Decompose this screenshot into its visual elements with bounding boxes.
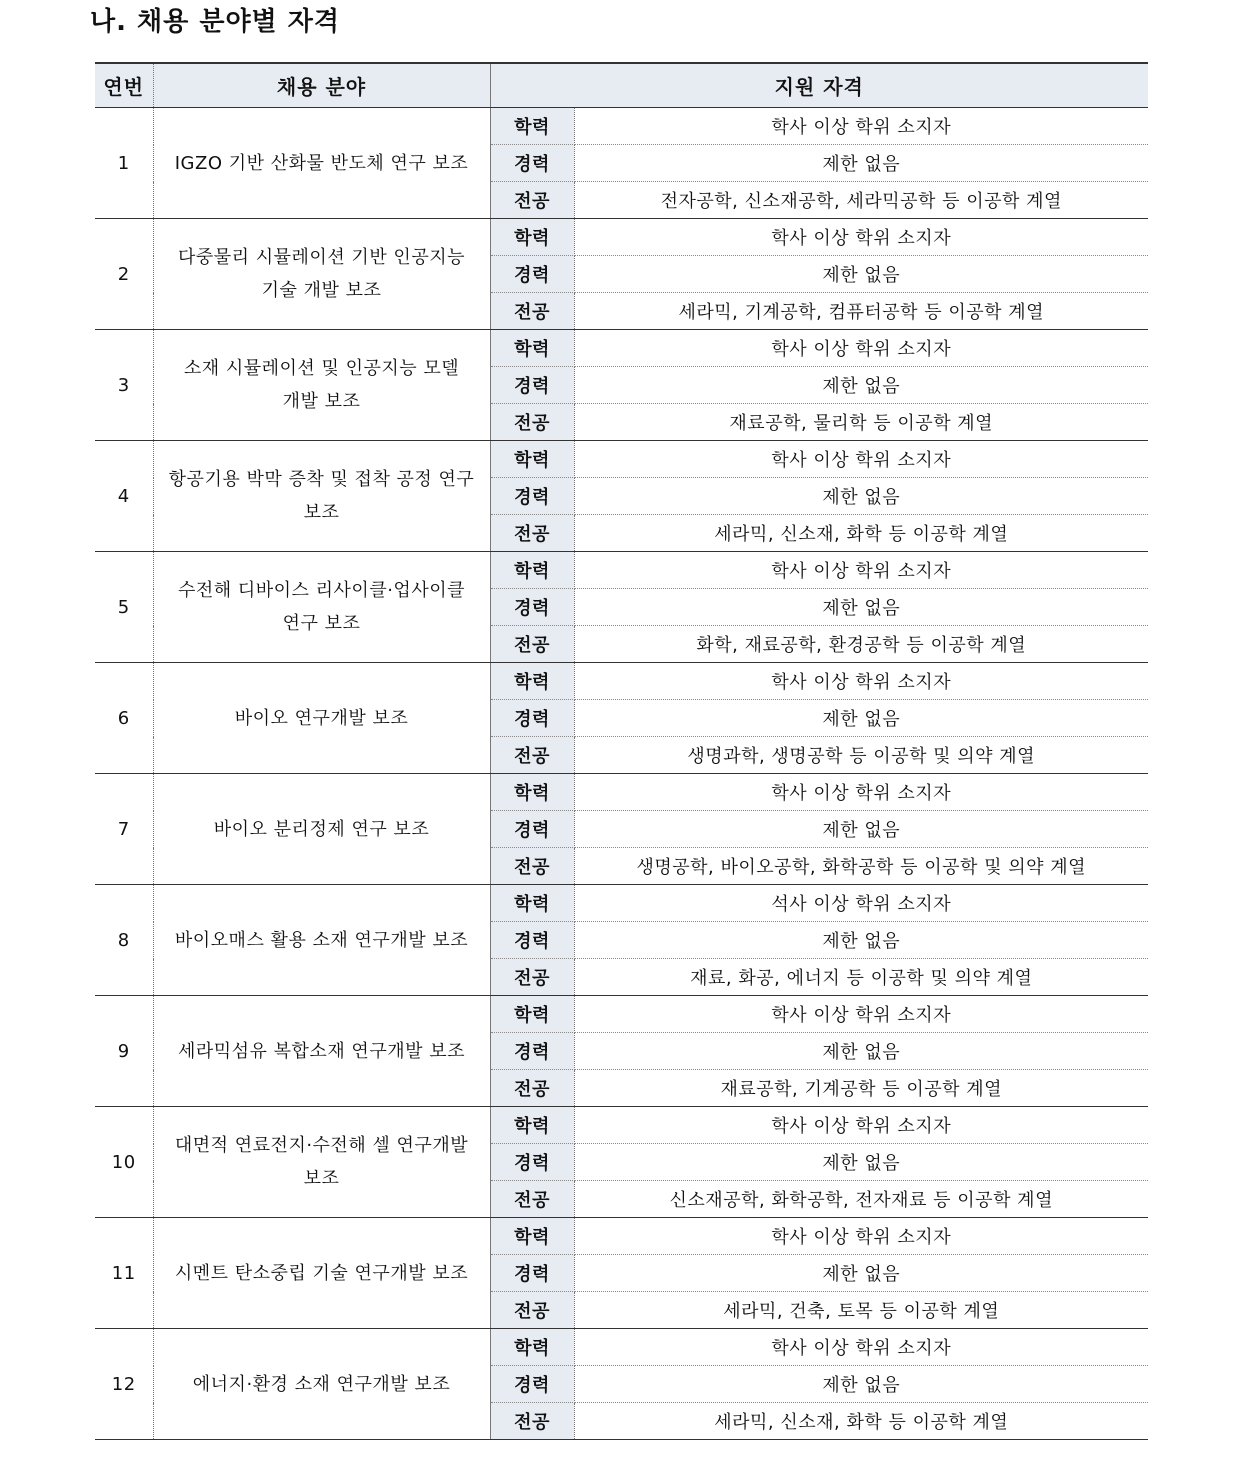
qualification-label: 경력 [490,922,574,959]
qualification-label: 학력 [490,1329,574,1366]
qualification-value: 화학, 재료공학, 환경공학 등 이공학 계열 [574,626,1148,663]
qualification-value: 제한 없음 [574,700,1148,737]
qualification-label: 전공 [490,1292,574,1329]
qualification-label: 전공 [490,515,574,552]
table-row [95,1329,1148,1366]
qualification-value: 학사 이상 학위 소지자 [574,219,1148,256]
qualification-label: 전공 [490,404,574,441]
recruitment-field: 바이오 연구개발 보조 [153,663,490,774]
header-qualification: 지원 자격 [490,63,1148,108]
qualification-label: 전공 [490,1181,574,1218]
recruitment-field: 세라믹섬유 복합소재 연구개발 보조 [153,996,490,1107]
qualification-value: 세라믹, 기계공학, 컴퓨터공학 등 이공학 계열 [574,293,1148,330]
row-number: 3 [95,330,153,441]
table-row [95,774,1148,811]
qualification-label: 학력 [490,330,574,367]
table-row [95,885,1148,922]
recruitment-field: 다중물리 시뮬레이션 기반 인공지능 기술 개발 보조 [153,219,490,330]
row-number: 2 [95,219,153,330]
qualification-label: 학력 [490,1218,574,1255]
table-row [95,108,1148,145]
qualification-label: 경력 [490,1033,574,1070]
recruitment-field: IGZO 기반 산화물 반도체 연구 보조 [153,108,490,219]
recruitment-field: 시멘트 탄소중립 기술 연구개발 보조 [153,1218,490,1329]
qualification-label: 전공 [490,959,574,996]
qualification-label: 학력 [490,552,574,589]
header-field: 채용 분야 [153,63,490,108]
table-row [95,663,1148,700]
qualification-value: 학사 이상 학위 소지자 [574,108,1148,145]
qualification-label: 경력 [490,256,574,293]
table-row [95,441,1148,478]
section-title: 나. 채용 분야별 자격 [90,7,340,37]
qualification-value: 전자공학, 신소재공학, 세라믹공학 등 이공학 계열 [574,182,1148,219]
qualification-value: 제한 없음 [574,256,1148,293]
qualification-value: 생명공학, 바이오공학, 화학공학 등 이공학 및 의약 계열 [574,848,1148,885]
qualification-label: 경력 [490,1144,574,1181]
qualification-value: 생명과학, 생명공학 등 이공학 및 의약 계열 [574,737,1148,774]
qualification-label: 전공 [490,737,574,774]
qualification-label: 학력 [490,441,574,478]
qualification-label: 전공 [490,293,574,330]
qualification-label: 경력 [490,1255,574,1292]
recruitment-field: 바이오 분리정제 연구 보조 [153,774,490,885]
qualification-value: 재료, 화공, 에너지 등 이공학 및 의약 계열 [574,959,1148,996]
qualification-label: 학력 [490,108,574,145]
table-row [95,330,1148,367]
row-number: 8 [95,885,153,996]
qualification-label: 전공 [490,626,574,663]
qualification-label: 경력 [490,589,574,626]
qualification-value: 학사 이상 학위 소지자 [574,996,1148,1033]
table-row [95,1218,1148,1255]
table-row [95,552,1148,589]
qualification-value: 제한 없음 [574,811,1148,848]
table-row [95,1107,1148,1144]
qualification-label: 경력 [490,478,574,515]
qualification-value: 제한 없음 [574,589,1148,626]
qualification-label: 전공 [490,1070,574,1107]
qualification-value: 제한 없음 [574,145,1148,182]
qualification-value: 학사 이상 학위 소지자 [574,1107,1148,1144]
qualification-value: 제한 없음 [574,1033,1148,1070]
recruitment-field: 소재 시뮬레이션 및 인공지능 모델 개발 보조 [153,330,490,441]
row-number: 9 [95,996,153,1107]
qualification-value: 학사 이상 학위 소지자 [574,552,1148,589]
recruitment-field: 에너지·환경 소재 연구개발 보조 [153,1329,490,1440]
qualification-label: 학력 [490,774,574,811]
qualification-label: 경력 [490,811,574,848]
qualification-label: 경력 [490,700,574,737]
qualification-label: 경력 [490,1366,574,1403]
recruitment-field: 항공기용 박막 증착 및 접착 공정 연구 보조 [153,441,490,552]
recruitment-field: 바이오매스 활용 소재 연구개발 보조 [153,885,490,996]
qualification-label: 경력 [490,145,574,182]
qualification-value: 제한 없음 [574,367,1148,404]
qualification-label: 경력 [490,367,574,404]
qualification-value: 제한 없음 [574,922,1148,959]
qualification-value: 제한 없음 [574,1255,1148,1292]
qualification-value: 학사 이상 학위 소지자 [574,441,1148,478]
qualification-value: 학사 이상 학위 소지자 [574,330,1148,367]
row-number: 4 [95,441,153,552]
qualification-value: 석사 이상 학위 소지자 [574,885,1148,922]
qualification-value: 세라믹, 신소재, 화학 등 이공학 계열 [574,515,1148,552]
qualification-value: 세라믹, 신소재, 화학 등 이공학 계열 [574,1403,1148,1440]
qualification-value: 세라믹, 건축, 토목 등 이공학 계열 [574,1292,1148,1329]
qualification-value: 재료공학, 물리학 등 이공학 계열 [574,404,1148,441]
qualifications-table [95,62,1148,1440]
qualification-label: 학력 [490,663,574,700]
recruitment-field: 수전해 디바이스 리사이클·업사이클 연구 보조 [153,552,490,663]
qualification-label: 학력 [490,219,574,256]
qualification-label: 학력 [490,885,574,922]
qualification-value: 제한 없음 [574,478,1148,515]
row-number: 11 [95,1218,153,1329]
qualification-value: 학사 이상 학위 소지자 [574,663,1148,700]
qualification-value: 신소재공학, 화학공학, 전자재료 등 이공학 계열 [574,1181,1148,1218]
row-number: 7 [95,774,153,885]
header-no: 연번 [95,63,153,108]
table-body [95,108,1148,1440]
table-row [95,996,1148,1033]
qualification-value: 학사 이상 학위 소지자 [574,1218,1148,1255]
qualification-label: 전공 [490,1403,574,1440]
qualification-value: 학사 이상 학위 소지자 [574,1329,1148,1366]
row-number: 6 [95,663,153,774]
row-number: 5 [95,552,153,663]
qualification-value: 제한 없음 [574,1144,1148,1181]
qualification-label: 학력 [490,1107,574,1144]
recruitment-field: 대면적 연료전지·수전해 셀 연구개발 보조 [153,1107,490,1218]
qualification-value: 학사 이상 학위 소지자 [574,774,1148,811]
table-row [95,219,1148,256]
qualification-label: 학력 [490,996,574,1033]
qualification-value: 재료공학, 기계공학 등 이공학 계열 [574,1070,1148,1107]
qualification-label: 전공 [490,848,574,885]
row-number: 12 [95,1329,153,1440]
row-number: 1 [95,108,153,219]
table-header [95,63,1148,108]
row-number: 10 [95,1107,153,1218]
qualification-label: 전공 [490,182,574,219]
qualification-value: 제한 없음 [574,1366,1148,1403]
